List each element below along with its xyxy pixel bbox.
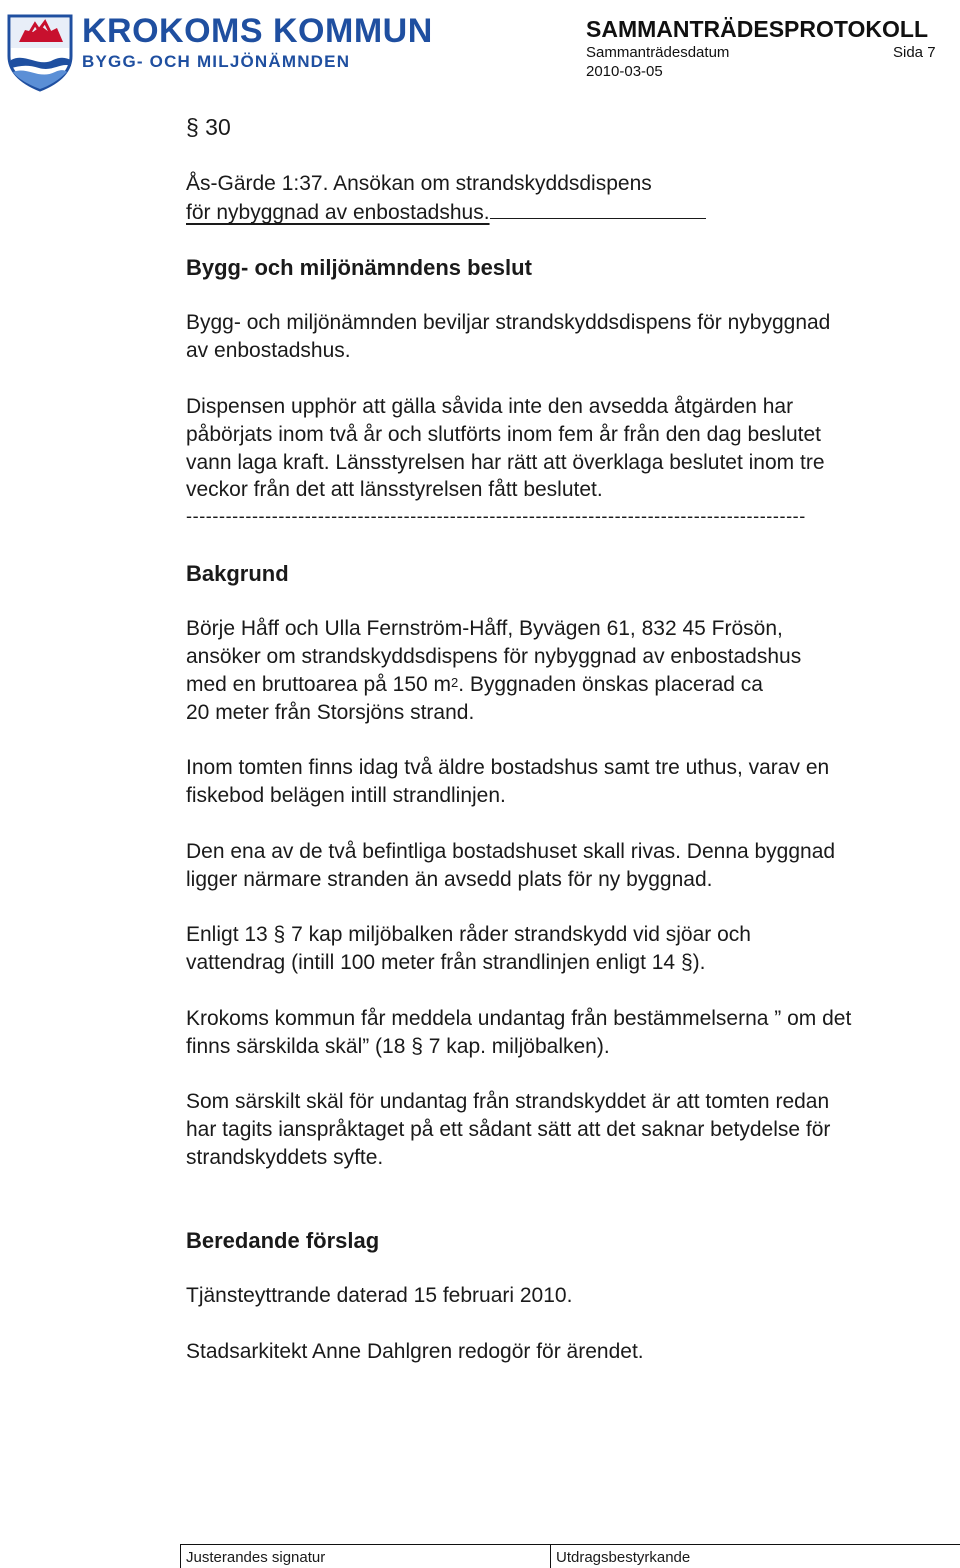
background-text: 20 meter från Storsjöns strand. xyxy=(186,701,475,724)
background-text: med en bruttoarea på 150 $m^2$. Byggnaden önskas placerad ca xyxy=(186,673,763,696)
proposal-heading: Beredande förslag xyxy=(186,1228,380,1253)
background-text: Som särskilt skäl för undantag från strandskyddet är att tomten redan xyxy=(186,1090,830,1113)
background-heading: Bakgrund xyxy=(186,561,289,586)
decision-text: av enbostadshus. xyxy=(186,339,351,362)
background-text: ligger närmare stranden än avsedd plats för ny byggnad. xyxy=(186,868,713,891)
separator-line: ---------------------------------------------------------------------------------------------- xyxy=(186,506,806,526)
brand-department: BYGG- OCH MILJÖNÄMNDEN xyxy=(82,52,351,71)
page-number: Sida 7 xyxy=(893,44,936,61)
dispensation-text: veckor från det att länsstyrelsen fått beslutet. xyxy=(186,478,603,501)
background-text: finns särskilda skäl” (18 § 7 kap. miljöbalken). xyxy=(186,1035,610,1058)
background-text: vattendrag (intill 100 meter från strandlinjen enligt 14 §). xyxy=(186,951,706,974)
proposal-text: Stadsarkitekt Anne Dahlgren redogör för ärendet. xyxy=(186,1340,644,1363)
background-text: Enligt 13 § 7 kap miljöbalken råder strandskydd vid sjöar och xyxy=(186,923,751,946)
section-number: § 30 xyxy=(186,114,231,140)
protocol-title: SAMMANTRÄDESPROTOKOLL xyxy=(586,16,929,42)
extract-certification-box: Utdragsbestyrkande xyxy=(550,1544,960,1568)
meeting-date: 2010-03-05 xyxy=(586,63,663,80)
meeting-date-label: Sammanträdesdatum xyxy=(586,44,730,61)
background-text: Krokoms kommun får meddela undantag från bestämmelserna ” om det xyxy=(186,1007,852,1030)
background-text: Den ena av de två befintliga bostadshuset skall rivas. Denna byggnad xyxy=(186,840,836,863)
case-title-line1: Ås-Gärde 1:37. Ansökan om strandskyddsdispens xyxy=(186,172,652,195)
municipality-crest-logo xyxy=(5,12,75,92)
dispensation-text: Dispensen upphör att gälla såvida inte den avsedda åtgärden har xyxy=(186,395,794,418)
proposal-text: Tjänsteyttrande daterad 15 februari 2010. xyxy=(186,1284,573,1307)
dispensation-text: påbörjats inom två år och slutförts inom fem år från den dag beslutet xyxy=(186,423,821,446)
brand-name: KROKOMS KOMMUN xyxy=(82,12,433,50)
signature-box: Justerandes signatur xyxy=(180,1544,550,1568)
dispensation-text: vann laga kraft. Länsstyrelsen har rätt att överklaga beslutet inom tre xyxy=(186,451,825,474)
background-text: har tagits ianspråktaget på ett sådant sätt att det saknar betydelse för xyxy=(186,1118,831,1141)
background-text: Inom tomten finns idag två äldre bostadshus samt tre uthus, varav en xyxy=(186,756,830,779)
decision-text: Bygg- och miljönämnden beviljar strandskyddsdispens för nybyggnad xyxy=(186,311,831,334)
case-title-line2: för nybyggnad av enbostadshus. xyxy=(186,198,706,227)
background-text: Börje Håff och Ulla Fernström-Håff, Byvägen 61, 832 45 Frösön, xyxy=(186,617,783,640)
background-text: ansöker om strandskyddsdispens för nybyggnad av enbostadshus xyxy=(186,645,802,668)
decision-heading: Bygg- och miljönämndens beslut xyxy=(186,255,532,280)
background-text: fiskebod belägen intill strandlinjen. xyxy=(186,784,506,807)
background-text: strandskyddets syfte. xyxy=(186,1146,384,1169)
